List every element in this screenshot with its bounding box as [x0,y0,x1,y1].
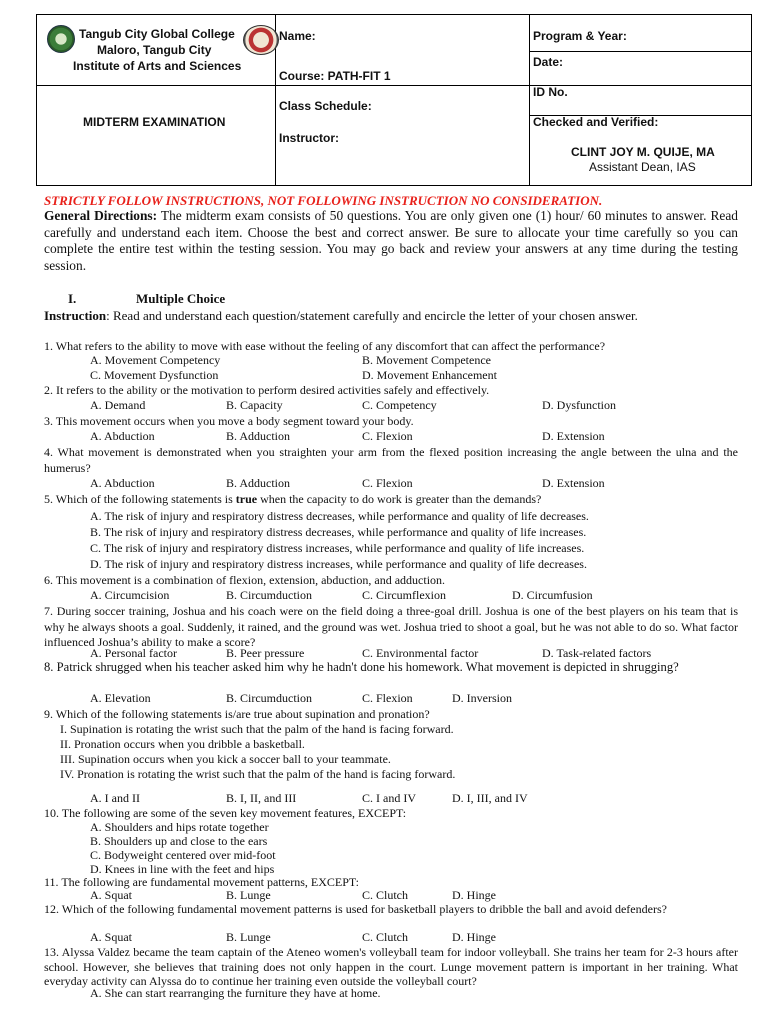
choice[interactable]: D. Knees in line with the feet and hips [90,862,275,876]
question-5-text: when the capacity to do work is greater than the demands? [257,492,542,506]
choice[interactable]: D. Hinge [452,930,496,944]
choice[interactable]: A. Abduction [90,429,155,443]
statement: II. Pronation occurs when you dribble a basketball. [60,737,305,751]
choice[interactable]: A. The risk of injury and respiratory distress decreases, while performance and quality of life decreases. [90,509,589,523]
question-12: 12. Which of the following fundamental movement patterns is used for basketball players to dribble the ball and avoid defenders? [44,902,667,916]
choice[interactable]: A. Demand [90,398,146,412]
choice[interactable]: B. Circumduction [226,588,312,602]
warning-notice: STRICTLY FOLLOW INSTRUCTIONS, NOT FOLLOWING INSTRUCTION NO CONSIDERATION. [44,193,603,208]
choice[interactable]: C. Bodyweight centered over mid-foot [90,848,276,862]
checked-verified-label: Checked and Verified: [533,115,659,129]
choice[interactable]: C. Flexion [362,691,413,705]
header-divider [37,85,275,86]
choice[interactable]: A. Circumcision [90,588,170,602]
section-title: Multiple Choice [136,291,226,306]
date-label: Date: [533,55,564,69]
choice[interactable]: B. Lunge [226,888,271,902]
question-1: 1. What refers to the ability to move with ease without the feeling of any discomfort that can affect the performance? [44,339,606,353]
question-13: 13. Alyssa Valdez became the team captain of the Ateneo women's volleyball team for indoor volleyball. She trains her team for 2-3 hours after school. However, she believes that training does not only happen in the court. Lunge movement pattern is important in her training. What everyday activity can Alyssa do to continue her training even outside the volleyball court? [44,945,738,988]
choice[interactable]: B. I, II, and III [226,791,297,805]
general-directions-text: The midterm exam consists of 50 questions. You are only given one (1) hour/ 60 minutes to answer. Read carefully and understand each item. Choose the best and correct answer. Be sure to allocate your time carefully so you can complete the entire test within the testing session. You may go back and review your answers at any time during the testing session. [44,208,738,273]
choice[interactable]: C. Flexion [362,429,413,443]
course-label: Course: PATH-FIT 1 [279,69,391,83]
question-2: 2. It refers to the ability or the motivation to perform desired activities safely and effectively. [44,383,490,397]
header-divider [275,85,529,86]
section-instruction [44,308,736,323]
question-11: 11. The following are fundamental movement patterns, EXCEPT: [44,875,359,889]
choice[interactable]: C. Flexion [362,476,413,490]
statement: I. Supination is rotating the wrist such that the palm of the hand is facing forward. [60,722,454,736]
choice[interactable]: B. Movement Competence [362,353,491,367]
choice[interactable]: C. Competency [362,398,437,412]
choice[interactable]: D. Inversion [452,691,512,705]
choice[interactable]: D. Extension [542,476,605,490]
institute-seal-logo [243,25,279,55]
instruction-text: : Read and understand each question/statement carefully and encircle the letter of your chosen answer. [106,308,638,323]
choice[interactable]: A. Movement Competency [90,353,221,367]
question-5-emphasis: true [235,492,258,506]
statement: IV. Pronation is rotating the wrist such that the palm of the hand is facing forward. [60,767,456,781]
college-seal-logo [47,25,75,53]
choice[interactable]: D. The risk of injury and respiratory distress increases, while performance and quality of life decreases. [90,557,587,571]
choice[interactable]: A. Squat [90,888,132,902]
choice[interactable]: B. Capacity [226,398,283,412]
instruction-label: Instruction [44,308,107,323]
general-directions-label: General Directions: [44,208,158,223]
choice[interactable]: B. The risk of injury and respiratory distress decreases, while performance and quality of life increases. [90,525,587,539]
choice[interactable]: A. Abduction [90,476,155,490]
verifier-name: CLINT JOY M. QUIJE, MA [571,145,715,159]
choice[interactable]: C. Circumflexion [362,588,446,602]
general-directions [44,208,738,274]
name-field-label: Name: [279,29,316,43]
choice[interactable]: A. She can start rearranging the furniture they have at home. [90,986,381,1000]
choice[interactable]: A. Personal factor [90,646,177,660]
choice[interactable]: B. Circumduction [226,691,312,705]
choice[interactable]: C. Environmental factor [362,646,479,660]
statement: III. Supination occurs when you kick a soccer ball to your teammate. [60,752,391,766]
question-7: 7. During soccer training, Joshua and his coach were on the field doing a three-goal drill. Joshua is one of the best players on his team that is why he always shoots a goal. Suddenly, it rained, and the ground was wet. Joshua tried to shoot a goal, but he was not able to do so. What factor influenced Joshua’s ability to make a score? [44,604,738,649]
choice[interactable]: A. Elevation [90,691,151,705]
question-9: 9. Which of the following statements is/are true about supination and pronation? [44,707,430,721]
choice[interactable]: C. I and IV [362,791,416,805]
choice[interactable]: A. I and II [90,791,140,805]
choice[interactable]: D. Circumfusion [512,588,593,602]
verifier-title: Assistant Dean, IAS [589,160,696,174]
question-10: 10. The following are some of the seven key movement features, EXCEPT: [44,806,407,820]
program-year-label: Program & Year: [533,29,627,43]
choice[interactable]: B. Adduction [226,476,291,490]
choice[interactable]: C. Clutch [362,930,409,944]
question-6: 6. This movement is a combination of flexion, extension, abduction, and adduction. [44,573,446,587]
choice[interactable]: D. Task-related factors [542,646,652,660]
choice[interactable]: D. I, III, and IV [452,791,528,805]
choice[interactable]: B. Shoulders up and close to the ears [90,834,268,848]
exam-header-table [36,14,752,186]
choice[interactable]: D. Dysfunction [542,398,616,412]
section-heading [44,291,736,306]
question-8: 8. Patrick shrugged when his teacher asked him why he hadn't done his homework. What movement is depicted in shrugging? [44,660,679,674]
choice[interactable]: C. Clutch [362,888,409,902]
header-divider [529,51,751,52]
choice[interactable]: C. Movement Dysfunction [90,368,219,382]
id-number-label: ID No. [533,85,568,99]
institute-name: Institute of Arts and Sciences [73,59,242,73]
question-4: 4. What movement is demonstrated when you straighten your arm from the flexed position increasing the angle between the ulna and the humerus? [44,445,738,475]
choice[interactable]: B. Peer pressure [226,646,305,660]
question-5-text: 5. Which of the following statements is [44,492,236,506]
header-divider [529,15,530,185]
question-5 [44,492,736,507]
choice[interactable]: A. Squat [90,930,132,944]
choice[interactable]: C. The risk of injury and respiratory distress increases, while performance and quality of life increases. [90,541,585,555]
question-3: 3. This movement occurs when you move a body segment toward your body. [44,414,414,428]
choice[interactable]: D. Hinge [452,888,496,902]
choice[interactable]: A. Shoulders and hips rotate together [90,820,269,834]
choice[interactable]: B. Lunge [226,930,271,944]
instructor-label: Instructor: [279,131,339,145]
college-address: Maloro, Tangub City [97,43,212,57]
choice[interactable]: D. Extension [542,429,605,443]
class-schedule-label: Class Schedule: [279,99,372,113]
choice[interactable]: D. Movement Enhancement [362,368,497,382]
college-name: Tangub City Global College [79,27,235,41]
choice[interactable]: B. Adduction [226,429,291,443]
exam-title: MIDTERM EXAMINATION [83,115,226,129]
section-number: I. [68,291,77,306]
